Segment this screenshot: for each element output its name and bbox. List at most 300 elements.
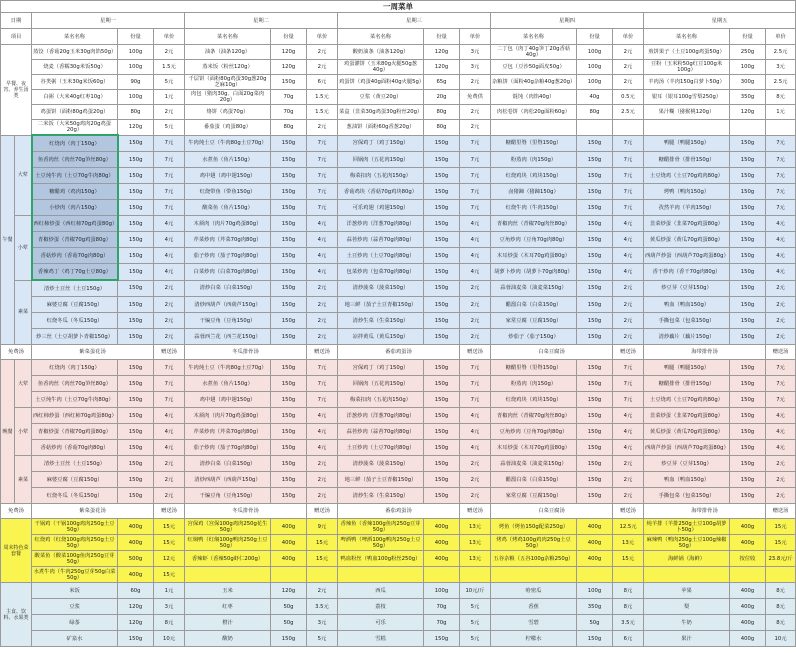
extras-dish-name: 矿泉水 [32, 631, 118, 647]
dinner-price: 7元 [613, 376, 644, 392]
breakfast-dish-name: 酸奶油条（油条120g） [338, 45, 424, 60]
breakfast-dish-name: 银耳（银耳100g雪梨250g） [644, 90, 730, 105]
lunch-dish-name: 木须肉（肉片70g鸡蛋80g） [185, 216, 271, 232]
portion-header: 份量 [424, 29, 460, 45]
special-price: 15元 [766, 535, 796, 551]
lunch-dish-name: 醋溜白菜（白菜150g） [491, 297, 577, 313]
breakfast-portion: 120g [118, 120, 154, 136]
lunch-dish-name: 地三鲜（茄子土豆青椒150g） [338, 297, 424, 313]
breakfast-dish-name: 豆包（豆沙50g面皮50g） [491, 60, 577, 75]
lunch-portion: 150g [577, 313, 613, 329]
special-price [307, 567, 338, 583]
lunch-dish-name: 清炒生菜（生菜150g） [338, 313, 424, 329]
dinner-price: 2元 [613, 488, 644, 504]
lunch-price: 2元 [766, 313, 796, 329]
lunch-price: 4元 [766, 216, 796, 232]
day-header-5: 星期五 [644, 13, 796, 29]
lunch-portion: 150g [730, 248, 766, 264]
soup-note: 赠送汤 [154, 345, 185, 360]
special-price: 15元 [154, 519, 185, 535]
extras-dish-name: 米饭 [32, 583, 118, 599]
dinner-price: 2元 [307, 456, 338, 472]
lunch-dish-name: 清炒西葫芦（西葫芦150g） [185, 297, 271, 313]
lunch-dish-name: 木耳炒蛋（木耳70g鸡蛋80g） [491, 248, 577, 264]
dinner-portion: 150g [424, 456, 460, 472]
extras-portion: 120g [118, 615, 154, 631]
special-dish-name [338, 567, 424, 583]
breakfast-portion: 80g [271, 120, 307, 136]
dinner-dish-name: 茄子炒肉（茄子70g肉80g） [185, 440, 271, 456]
lunch-price: 7元 [154, 135, 185, 152]
breakfast-price: 6元 [307, 75, 338, 90]
breakfast-portion: 120g [424, 45, 460, 60]
lunch-price: 4元 [613, 264, 644, 281]
lunch-portion: 150g [424, 232, 460, 248]
breakfast-dish-name: 千层饼（面粉80g鸡蛋30g葱20g芝麻10g） [185, 75, 271, 90]
breakfast-row [1, 90, 796, 105]
extras-price: 8元 [613, 583, 644, 599]
special-portion [424, 567, 460, 583]
lunch-price: 7元 [154, 184, 185, 200]
dinner-price: 4元 [613, 440, 644, 456]
lunch-price: 7元 [766, 184, 796, 200]
dinner-portion: 150g [730, 408, 766, 424]
lunch-group-label: 小荤 [15, 216, 32, 281]
breakfast-dish-name: 烙饼（鸡蛋70g） [185, 105, 271, 120]
lunch-price: 2元 [613, 329, 644, 345]
special-portion: 400g [424, 551, 460, 567]
dinner-price: 7元 [154, 360, 185, 376]
dinner-portion: 150g [271, 472, 307, 488]
breakfast-price: 2.5元 [766, 75, 796, 90]
lunch-portion: 150g [118, 280, 154, 297]
lunch-price: 7元 [460, 200, 491, 216]
lunch-price: 4元 [307, 248, 338, 264]
dinner-price: 4元 [154, 424, 185, 440]
extras-portion: 150g [424, 631, 460, 647]
soup-name: 冬瓜排骨汤 [185, 345, 307, 360]
lunch-dish-name: 红烧鸡块（鸡块150g） [491, 168, 577, 184]
lunch-dish-name: 炒豆芽（豆芽150g） [644, 280, 730, 297]
lunch-portion: 150g [118, 297, 154, 313]
breakfast-price: 5元 [154, 75, 185, 90]
dinner-dish-name: 糖醋排骨（排骨150g） [644, 376, 730, 392]
lunch-dish-name: 凉拌黄瓜（黄瓜150g） [338, 329, 424, 345]
dinner-portion: 150g [577, 360, 613, 376]
dinner-portion: 150g [118, 360, 154, 376]
dish-name-header: 菜名名称 [491, 29, 577, 45]
special-price [766, 567, 796, 583]
special-portion: 500g [118, 551, 154, 567]
special-portion: 400g [424, 535, 460, 551]
dinner-dish-name: 芹菜炒肉（芹菜70g肉80g） [185, 424, 271, 440]
special-dish-name: 宫保鸡（宫保100g鸡肉250g花生50g） [185, 519, 271, 535]
breakfast-portion: 100g [118, 60, 154, 75]
special-section-label: 周末特色菜套餐 [1, 519, 32, 583]
soup-note: 赠送汤 [460, 504, 491, 519]
dinner-section-label: 晚餐 [1, 360, 15, 504]
dinner-dish-name: 鸭血（鸭血150g） [644, 472, 730, 488]
lunch-price: 4元 [766, 264, 796, 281]
breakfast-dish-name: 二米饭（大米50g鸡肉20g鸡蛋20g） [32, 120, 118, 136]
lunch-row [1, 264, 796, 281]
lunch-price: 7元 [307, 200, 338, 216]
soup-note: 赠送汤 [766, 345, 796, 360]
lunch-portion: 150g [118, 216, 154, 232]
special-price: 15元 [766, 519, 796, 535]
dinner-price: 4元 [766, 424, 796, 440]
breakfast-portion: 40g [577, 90, 613, 105]
lunch-dish-name: 胡萝卜炒肉（胡萝卜70g肉80g） [491, 264, 577, 281]
dinner-portion: 150g [424, 392, 460, 408]
soup-note: 赠送汤 [613, 345, 644, 360]
dinner-portion: 150g [730, 488, 766, 504]
dinner-portion: 150g [271, 424, 307, 440]
dinner-price: 2元 [307, 472, 338, 488]
special-price: 13元 [460, 519, 491, 535]
lunch-group-label: 素菜 [15, 280, 32, 345]
dinner-row [1, 440, 796, 456]
extras-portion: 150g [577, 631, 613, 647]
title-row [1, 1, 796, 13]
dinner-price: 4元 [154, 408, 185, 424]
dinner-portion: 150g [118, 488, 154, 504]
lunch-portion: 150g [424, 264, 460, 281]
day-header-row [1, 13, 796, 29]
lunch-dish-name: 糖醋里脊（里脊150g） [491, 135, 577, 152]
extras-portion: 150g [118, 631, 154, 647]
extras-price: 5元 [307, 631, 338, 647]
dinner-price: 2元 [460, 456, 491, 472]
breakfast-portion: 120g [424, 60, 460, 75]
portion-header: 份量 [271, 29, 307, 45]
dinner-dish-name: 香菇炒肉（香菇70g肉80g） [32, 440, 118, 456]
lunch-dish-name: 韭菜炒蛋（韭菜70g鸡蛋80g） [644, 216, 730, 232]
lunch-dish-name: 蒜苔炒肉（蒜苔70g肉80g） [338, 232, 424, 248]
lunch-dish-name: 茄子炒肉（茄子70g肉80g） [185, 248, 271, 264]
breakfast-dish-name: 鸡蛋灌饼（玉米80g火腿50g葱40g） [338, 60, 424, 75]
dinner-portion: 150g [577, 376, 613, 392]
special-dish-name: 麻辣鸭（鸭肉250g土豆100g辣椒50g） [644, 535, 730, 551]
lunch-section-label: 午餐 [1, 135, 15, 345]
lunch-dish-name: 手撕包菜（包菜150g） [644, 313, 730, 329]
dinner-dish-name: 木须肉（肉片70g鸡蛋80g） [185, 408, 271, 424]
lunch-price: 2元 [307, 329, 338, 345]
breakfast-portion: 120g [271, 45, 307, 60]
breakfast-price: 1.5元 [154, 60, 185, 75]
breakfast-price: 2元 [460, 105, 491, 120]
lunch-price: 7元 [766, 168, 796, 184]
lunch-price: 4元 [460, 264, 491, 281]
breakfast-dish-name: 杂粮饼（面粉40g杂粮40g葱20g） [491, 75, 577, 90]
dinner-price: 2元 [154, 456, 185, 472]
dinner-dish-name: 青椒肉丝（青椒70g肉丝80g） [491, 408, 577, 424]
lunch-portion: 150g [424, 329, 460, 345]
extras-price: 3.5元 [307, 599, 338, 615]
dinner-dish-name: 家常豆腐（豆腐150g） [491, 488, 577, 504]
lunch-group-label: 大荤 [15, 135, 32, 216]
breakfast-portion [577, 120, 613, 136]
special-portion: 400g [271, 535, 307, 551]
lunch-portion: 150g [271, 184, 307, 200]
breakfast-price: 2元 [613, 45, 644, 60]
breakfast-portion: 250g [730, 45, 766, 60]
dinner-row [1, 392, 796, 408]
extras-portion: 60g [118, 583, 154, 599]
dinner-portion: 150g [271, 488, 307, 504]
soup-row [1, 504, 796, 519]
dinner-portion: 150g [118, 392, 154, 408]
lunch-portion: 150g [118, 200, 154, 216]
lunch-portion: 150g [577, 135, 613, 152]
lunch-portion: 150g [271, 232, 307, 248]
breakfast-portion: 100g [118, 45, 154, 60]
lunch-price: 7元 [766, 200, 796, 216]
extras-portion: 70g [424, 615, 460, 631]
lunch-portion: 150g [730, 297, 766, 313]
lunch-dish-name: 可乐鸡翅（鸡翅150g） [338, 200, 424, 216]
lunch-portion: 150g [577, 297, 613, 313]
special-price: 15元 [154, 535, 185, 551]
dinner-dish-name: 干煸豆角（豆角150g） [185, 488, 271, 504]
dinner-portion: 150g [730, 392, 766, 408]
lunch-portion: 150g [577, 168, 613, 184]
special-price [613, 567, 644, 583]
dinner-portion: 150g [271, 376, 307, 392]
dinner-price: 2元 [154, 488, 185, 504]
dish-name-header: 菜名名称 [338, 29, 424, 45]
dinner-price: 7元 [766, 360, 796, 376]
lunch-price: 7元 [613, 135, 644, 152]
lunch-portion: 150g [577, 280, 613, 297]
dinner-portion: 150g [424, 424, 460, 440]
lunch-row [1, 216, 796, 232]
dinner-portion: 150g [730, 360, 766, 376]
lunch-price: 4元 [613, 232, 644, 248]
day-header-2: 星期二 [185, 13, 338, 29]
breakfast-row [1, 120, 796, 136]
lunch-dish-name: 糖醋鸡（鸡肉150g） [32, 184, 118, 200]
item-column-header: 项目 [1, 29, 32, 45]
portion-header: 份量 [118, 29, 154, 45]
soup-name: 海带排骨汤 [644, 345, 766, 360]
dinner-portion: 150g [118, 424, 154, 440]
price-header: 单价 [766, 29, 796, 45]
dish-name-header: 菜名名称 [32, 29, 118, 45]
lunch-price: 4元 [307, 232, 338, 248]
extras-price: 1元 [154, 583, 185, 599]
dinner-dish-name: 清炒生菜（生菜150g） [338, 488, 424, 504]
dinner-row [1, 472, 796, 488]
lunch-price: 2元 [154, 280, 185, 297]
special-dish-name: 水煮牛肉（牛肉250g豆芽50g白菜50g） [32, 567, 118, 583]
dinner-portion: 150g [118, 472, 154, 488]
dinner-portion: 150g [424, 360, 460, 376]
lunch-dish-name: 洋葱炒肉（洋葱70g肉80g） [338, 216, 424, 232]
lunch-row [1, 152, 796, 168]
dinner-portion: 150g [118, 376, 154, 392]
dinner-price: 7元 [307, 376, 338, 392]
dinner-dish-name: 洋葱炒肉（洋葱70g肉80g） [338, 408, 424, 424]
lunch-dish-name: 小炒肉（肉片150g） [32, 200, 118, 216]
lunch-portion: 150g [577, 152, 613, 168]
dinner-price: 7元 [613, 392, 644, 408]
extras-price: 2元 [307, 583, 338, 599]
breakfast-price: 3元 [766, 60, 796, 75]
lunch-price: 2元 [154, 329, 185, 345]
lunch-dish-name: 鸭血（鸭血150g） [644, 297, 730, 313]
dinner-row [1, 456, 796, 472]
lunch-price: 7元 [460, 184, 491, 200]
breakfast-price: 5元 [154, 120, 185, 136]
lunch-portion: 150g [271, 168, 307, 184]
lunch-row [1, 248, 796, 264]
extras-dish-name: 牛奶 [644, 615, 730, 631]
breakfast-dish-name: 葱油饼（面粉60g香葱20g） [338, 120, 424, 136]
lunch-portion: 150g [424, 135, 460, 152]
day-header-1: 星期一 [32, 13, 185, 29]
breakfast-dish-name: 煎饼果子（土豆100g鸡蛋50g） [644, 45, 730, 60]
lunch-price: 2元 [766, 280, 796, 297]
dinner-dish-name: 西葫芦炒蛋（西葫芦70g鸡蛋80g） [644, 440, 730, 456]
lunch-portion: 150g [271, 264, 307, 281]
extras-portion: 350g [577, 599, 613, 615]
dinner-portion: 150g [730, 472, 766, 488]
dinner-portion: 150g [577, 472, 613, 488]
special-row [1, 535, 796, 551]
lunch-dish-name: 豆角炒肉（豆角70g肉80g） [491, 232, 577, 248]
lunch-portion: 150g [577, 184, 613, 200]
lunch-dish-name: 土豆烧鸡（土豆70g鸡肉80g） [644, 168, 730, 184]
extras-price: 3.5元 [613, 615, 644, 631]
lunch-price: 2元 [154, 297, 185, 313]
lunch-dish-name: 干煸豆角（豆角150g） [185, 313, 271, 329]
special-dish-name [491, 567, 577, 583]
special-dish-name: 香辣虾（香辣50g虾仁200g） [185, 551, 271, 567]
dinner-portion: 150g [424, 440, 460, 456]
special-dish-name: 烤鸡（烤鸡100g鸡肉250g土豆50g） [491, 535, 577, 551]
special-portion: 400g [271, 519, 307, 535]
breakfast-row [1, 75, 796, 90]
extras-portion: 400g [730, 631, 766, 647]
special-dish-name: 炖羊排（羊排250g土豆100g胡萝卜50g） [644, 519, 730, 535]
breakfast-dish-name [491, 120, 577, 136]
lunch-row [1, 184, 796, 200]
breakfast-price: 2元 [307, 60, 338, 75]
dinner-portion: 150g [577, 392, 613, 408]
lunch-price: 7元 [766, 135, 796, 152]
extras-portion: 50g [271, 599, 307, 615]
lunch-portion: 150g [577, 232, 613, 248]
soup-row-label: 免费汤 [1, 345, 32, 360]
lunch-price: 4元 [307, 264, 338, 281]
special-portion [730, 567, 766, 583]
lunch-portion: 150g [118, 184, 154, 200]
soup-name: 白菜豆腐汤 [491, 345, 613, 360]
dinner-portion: 150g [271, 440, 307, 456]
special-dish-name: 干锅鸡（干锅100g鸡肉250g土豆50g） [32, 519, 118, 535]
extras-portion: 400g [730, 599, 766, 615]
special-price: 23.8元/斤 [766, 551, 796, 567]
breakfast-price: 2元 [307, 120, 338, 136]
lunch-price: 2元 [460, 280, 491, 297]
dinner-price: 7元 [154, 392, 185, 408]
special-price: 9元 [307, 519, 338, 535]
breakfast-portion: 70g [271, 90, 307, 105]
lunch-portion: 150g [424, 313, 460, 329]
extras-price: 8元 [766, 599, 796, 615]
lunch-price: 4元 [613, 216, 644, 232]
lunch-price: 4元 [460, 248, 491, 264]
extras-portion: 150g [271, 631, 307, 647]
breakfast-price: 2元 [613, 60, 644, 75]
lunch-price: 2元 [613, 280, 644, 297]
dinner-group-label: 大荤 [15, 360, 32, 408]
dinner-dish-name: 木耳炒蛋（木耳70g鸡蛋80g） [491, 440, 577, 456]
lunch-price: 7元 [154, 168, 185, 184]
extras-dish-name: 玉米 [185, 583, 271, 599]
extras-price: 10元 [154, 631, 185, 647]
dinner-price: 4元 [154, 440, 185, 456]
breakfast-portion: 120g [730, 105, 766, 120]
breakfast-dish-name: 番茄蛋（鸡蛋80g） [185, 120, 271, 136]
lunch-portion: 150g [118, 264, 154, 281]
special-row [1, 519, 796, 535]
lunch-price: 7元 [307, 184, 338, 200]
dinner-portion: 150g [424, 472, 460, 488]
dinner-portion: 150g [577, 424, 613, 440]
lunch-portion: 150g [424, 200, 460, 216]
lunch-portion: 150g [730, 232, 766, 248]
special-portion: 400g [577, 551, 613, 567]
breakfast-price: 1元 [154, 90, 185, 105]
extras-dish-name: 荔枝 [338, 599, 424, 615]
breakfast-price: 2.5元 [766, 45, 796, 60]
lunch-portion: 150g [271, 313, 307, 329]
breakfast-portion: 80g [577, 105, 613, 120]
lunch-dish-name: 清炒菠菜（菠菜150g） [338, 280, 424, 297]
lunch-price: 4元 [154, 232, 185, 248]
lunch-portion: 150g [271, 200, 307, 216]
special-dish-name: 烤鱼（烤鱼150g配菜250g） [491, 519, 577, 535]
lunch-dish-name: 牛肉炖土豆（牛肉80g土豆70g） [185, 135, 271, 152]
soup-row [1, 345, 796, 360]
special-price [460, 567, 491, 583]
lunch-dish-name: 土豆炖牛肉（土豆70g牛肉80g） [32, 168, 118, 184]
lunch-portion: 150g [118, 152, 154, 168]
extras-price: 5元 [460, 599, 491, 615]
lunch-price: 7元 [766, 152, 796, 168]
dinner-portion: 150g [577, 440, 613, 456]
lunch-dish-name: 青椒肉丝（青椒70g肉丝80g） [491, 216, 577, 232]
breakfast-dish-name: 蒸饺（香菇20g玉米30g肉馅50g） [32, 45, 118, 60]
lunch-portion: 150g [271, 248, 307, 264]
dinner-dish-name: 鸭腿（鸭腿150g） [644, 360, 730, 376]
dinner-dish-name: 鱼香肉丝（肉丝70g笋丝80g） [32, 376, 118, 392]
dinner-dish-name: 麻婆豆腐（豆腐150g） [32, 472, 118, 488]
lunch-price: 7元 [613, 168, 644, 184]
extras-portion: 70g [424, 599, 460, 615]
lunch-row [1, 280, 796, 297]
breakfast-portion: 120g [271, 60, 307, 75]
lunch-dish-name: 西红柿炒蛋（西红柿70g鸡蛋80g） [32, 216, 118, 232]
dinner-dish-name: 鸡中翅（鸡中翅150g） [185, 392, 271, 408]
special-price: 15元 [307, 551, 338, 567]
price-header: 单价 [154, 29, 185, 45]
breakfast-price: 1元 [766, 105, 796, 120]
lunch-dish-name: 香菇炒肉（香菇70g肉80g） [32, 248, 118, 264]
dinner-portion: 150g [577, 408, 613, 424]
